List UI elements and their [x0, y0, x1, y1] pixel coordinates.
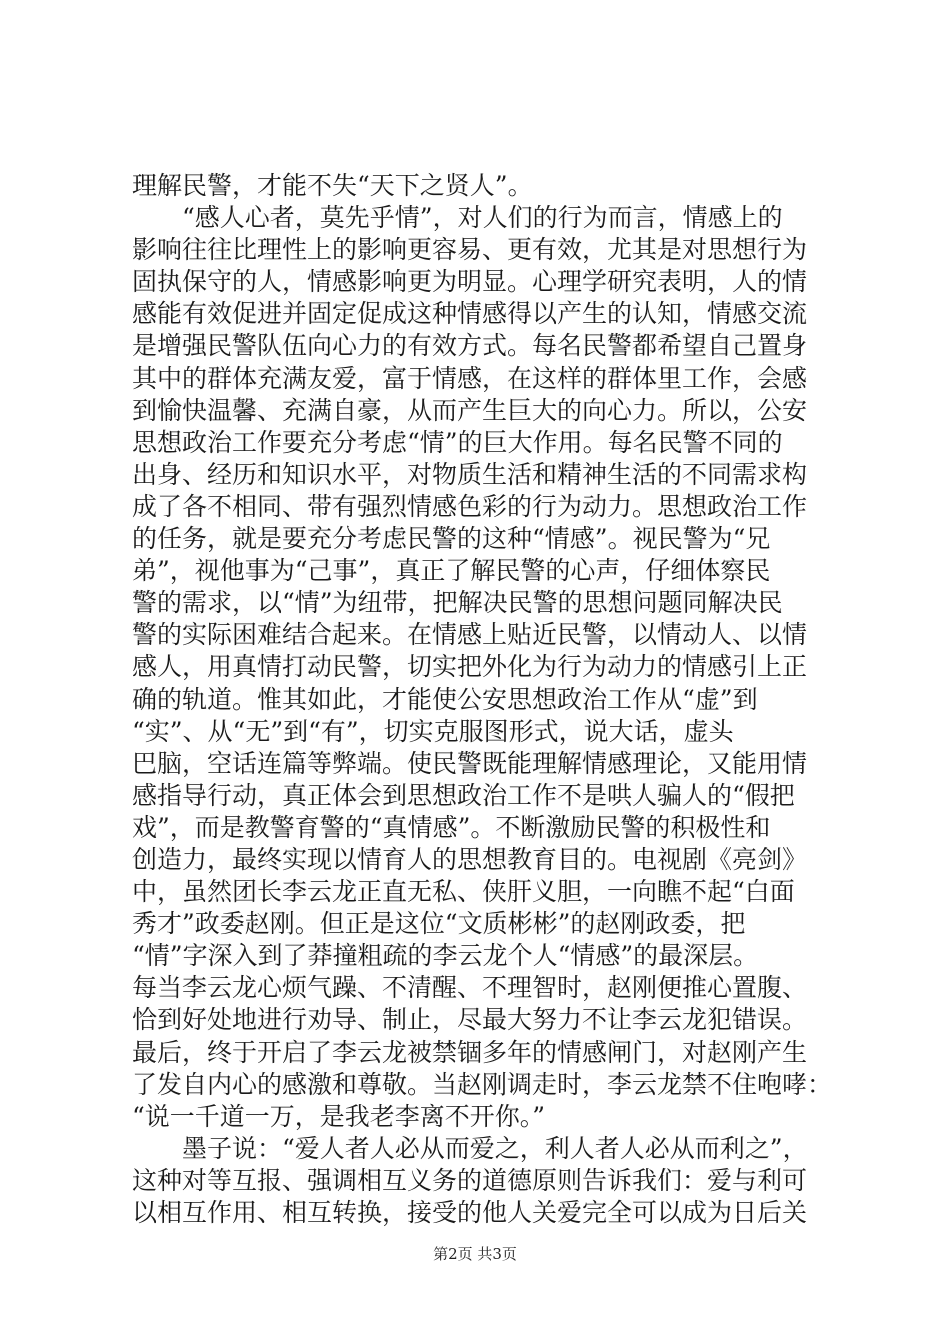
text-line: 秀才”政委赵刚。但正是这位“文质彬彬”的赵刚政委，把 — [132, 909, 746, 939]
text-line: 到愉快温馨、充满自豪，从而产生巨大的向心力。所以，公安 — [132, 395, 808, 425]
text-line: 巴脑，空话连篇等弊端。使民警既能理解情感理论，又能用情 — [132, 748, 808, 778]
text-line: “说一千道一万，是我老李离不开你。” — [132, 1101, 546, 1131]
text-line: 弟”，视他事为“己事”，真正了解民警的心声，仔细体察民 — [132, 556, 771, 586]
text-line: 最后，终于开启了李云龙被禁锢多年的情感闸门，对赵刚产生 — [132, 1037, 808, 1067]
text-line: 感人，用真情打动民警，切实把外化为行为动力的情感引上正 — [132, 652, 808, 682]
text-line: 固执保守的人，情感影响更为明显。心理学研究表明，人的情 — [132, 267, 808, 297]
text-line: 创造力，最终实现以情育人的思想教育目的。电视剧《亮剑》 — [132, 844, 808, 874]
text-line: 恰到好处地进行劝导、制止，尽最大努力不让李云龙犯错误。 — [132, 1005, 808, 1035]
body-text — [132, 170, 832, 1229]
text-line: 成了各不相同、带有强烈情感色彩的行为动力。思想政治工作 — [132, 491, 808, 521]
text-line: 以相互作用、相互转换，接受的他人关爱完全可以成为日后关 — [132, 1198, 808, 1227]
text-line: 出身、经历和知识水平，对物质生活和精神生活的不同需求构 — [132, 459, 808, 489]
text-line: 这种对等互报、强调相互义务的道德原则告诉我们：爱与利可 — [132, 1165, 808, 1195]
text-line: 了发自内心的感激和尊敬。当赵刚调走时，李云龙禁不住咆哮： — [132, 1069, 833, 1099]
text-line: 理解民警，才能不失“天下之贤人”。 — [132, 171, 533, 200]
text-line: 感能有效促进并固定促成这种情感得以产生的认知，情感交流 — [132, 299, 808, 329]
text-line: 影响往往比理性上的影响更容易、更有效，尤其是对思想行为 — [132, 235, 808, 265]
text-line: 警的实际困难结合起来。在情感上贴近民警，以情动人、以情 — [132, 620, 808, 650]
text-line: 警的需求，以“情”为纽带，把解决民警的思想问题同解决民 — [132, 588, 783, 618]
text-line: “感人心者，莫先乎情”，对人们的行为而言，情感上的 — [132, 203, 783, 233]
text-line: 确的轨道。惟其如此，才能使公安思想政治工作从“虚”到 — [132, 684, 758, 714]
text-line: 的任务，就是要充分考虑民警的这种“情感”。视民警为“兄 — [132, 524, 771, 554]
text-line: 其中的群体充满友爱，富于情感，在这样的群体里工作，会感 — [132, 363, 808, 393]
text-line: “实”、从“无”到“有”，切实克服图形式，说大话，虚头 — [132, 716, 734, 746]
text-line: 感指导行动，真正体会到思想政治工作不是哄人骗人的“假把 — [132, 780, 795, 810]
text-line: 是增强民警队伍向心力的有效方式。每名民警都希望自己置身 — [132, 331, 808, 361]
text-line: 墨子说：“爱人者人必从而爱之，利人者人必从而利之”， — [132, 1133, 808, 1163]
text-line: 中，虽然团长李云龙正直无私、侠肝义胆，一向瞧不起“白面 — [132, 877, 795, 907]
text-line: “情”字深入到了莽撞粗疏的李云龙个人“情感”的最深层。 — [132, 941, 759, 971]
text-line: 思想政治工作要充分考虑“情”的巨大作用。每名民警不同的 — [132, 427, 783, 457]
text-line: 戏”，而是教警育警的“真情感”。不断激励民警的积极性和 — [132, 812, 771, 842]
page-number-footer: 第2页 共3页 — [433, 1245, 517, 1263]
text-line: 每当李云龙心烦气躁、不清醒、不理智时，赵刚便推心置腹、 — [132, 973, 808, 1003]
